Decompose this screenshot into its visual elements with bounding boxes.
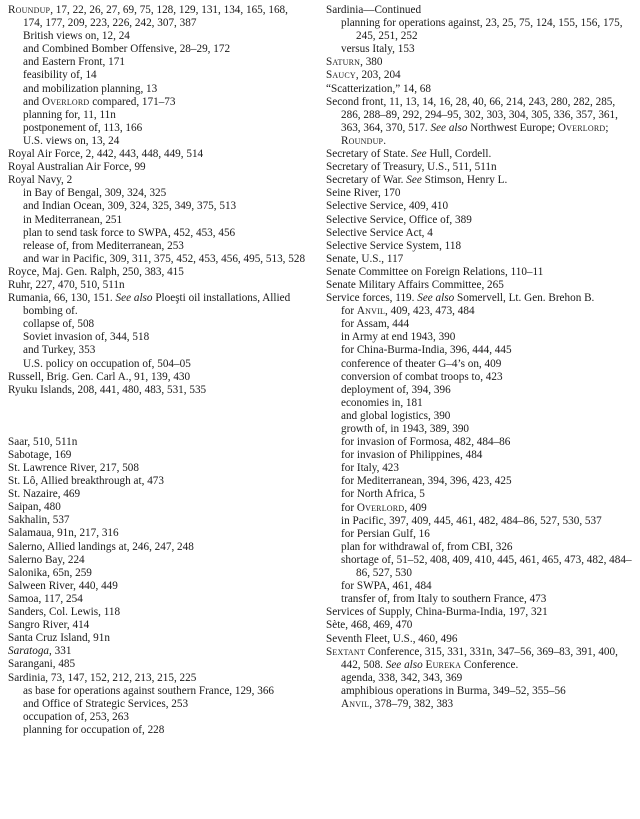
entry-text: Seine River, 170: [326, 187, 401, 200]
entry-text: St. Nazaire, 469: [8, 488, 81, 501]
entry-text: Somervell, Lt. Gen. Brehon B.: [454, 292, 595, 305]
entry-text: , 409: [404, 501, 427, 514]
entry-text: U.S. policy on occupation of, 504–05: [23, 357, 191, 370]
entry-text: conference of theater G–4’s on, 409: [341, 357, 502, 370]
index-subentry: [326, 371, 636, 384]
entry-text: planning for occupation of, 228: [23, 723, 165, 736]
entry-text: Salerno, Allied landings at, 246, 247, 248: [8, 540, 194, 553]
index-subentry: [8, 30, 310, 43]
index-entry: [326, 69, 636, 82]
index-subentry: [326, 384, 636, 397]
entry-text: Overlord: [41, 95, 90, 108]
index-subentry: [8, 83, 310, 96]
index-entry: [8, 384, 310, 397]
entry-text: , 331: [49, 645, 72, 658]
entry-text: as base for operations against southern France, 129, 366: [23, 684, 275, 697]
index-subentry: [326, 488, 636, 501]
index-entry: [8, 462, 310, 475]
index-entry: [8, 658, 310, 671]
entry-text: growth of, in 1943, 389, 390: [341, 423, 470, 435]
index-entry: [8, 148, 310, 161]
entry-text: Saipan, 480: [8, 501, 61, 514]
index-subentry: [8, 331, 310, 344]
index-subentry: [8, 43, 310, 56]
entry-text: Roundup: [341, 134, 384, 147]
index-subentry: [326, 305, 636, 318]
entry-text: Senate, U.S., 117: [326, 252, 404, 265]
entry-text: Sète, 468, 469, 470: [326, 619, 413, 632]
entry-text: shortage of, 51–52, 408, 409, 410, 445, 461, 465, 473, 482, 484–86, 527, 530: [341, 553, 632, 580]
section-gap: [8, 397, 310, 436]
entry-text: .: [383, 134, 386, 147]
entry-text: Secretary of War.: [326, 174, 407, 187]
entry-text: Selective Service Act, 4: [326, 226, 433, 239]
entry-text: versus Italy, 153: [341, 43, 415, 56]
entry-text: Sakhalin, 537: [8, 514, 70, 527]
entry-text: occupation of, 253, 263: [23, 710, 129, 723]
entry-text: Ruhr, 227, 470, 510, 511n: [8, 278, 125, 291]
index-entry: [8, 593, 310, 606]
index-entry: [326, 4, 636, 17]
index-subentry: [8, 96, 310, 109]
index-entry: [8, 174, 310, 187]
index-entry: [326, 187, 636, 200]
entry-text: Saratoga: [8, 645, 50, 658]
index-column-right: [326, 4, 636, 711]
index-subentry: [326, 358, 636, 371]
entry-text: Salween River, 440, 449: [8, 579, 118, 592]
entry-text: Eureka: [425, 658, 462, 671]
entry-text: Selective Service, 409, 410: [326, 200, 449, 213]
index-entry: [8, 632, 310, 645]
entry-text: Anvil: [341, 697, 370, 710]
entry-text: postponement of, 113, 166: [23, 121, 143, 134]
index-subentry: [8, 685, 310, 698]
index-entry: [8, 514, 310, 527]
entry-text: compared, 171–73: [89, 95, 176, 108]
index-subentry: [326, 331, 636, 344]
entry-text: Royce, Maj. Gen. Ralph, 250, 383, 415: [8, 265, 184, 278]
entry-text: Saar, 510, 511n: [8, 435, 78, 448]
entry-text: Ryuku Islands, 208, 441, 480, 483, 531, 535: [8, 383, 207, 396]
entry-text: See also: [417, 292, 455, 305]
index-entry: [326, 240, 636, 253]
index-subentry: [326, 423, 636, 436]
entry-text: transfer of, from Italy to southern France, 473: [341, 593, 547, 606]
index-subentry: [8, 200, 310, 213]
index-subentry: [8, 344, 310, 357]
entry-text: and war in Pacific, 309, 311, 375, 452, 453, 456, 495, 513, 528: [23, 252, 306, 265]
entry-text: See also: [385, 658, 423, 671]
entry-text: British views on, 12, 24: [23, 30, 130, 43]
entry-text: Saturn: [326, 56, 361, 69]
index-subentry: [8, 711, 310, 724]
index-subentry: [8, 56, 310, 69]
entry-text: Sabotage, 169: [8, 448, 72, 461]
index-column-left: [8, 4, 310, 737]
index-entry: [8, 606, 310, 619]
index-subentry: [326, 554, 636, 580]
entry-text: , 378–79, 382, 383: [369, 697, 454, 710]
index-entry: [8, 371, 310, 384]
index-subentry: [326, 475, 636, 488]
entry-text: and global logistics, 390: [341, 409, 451, 422]
entry-text: for Mediterranean, 394, 396, 423, 425: [341, 475, 512, 488]
index-entry: [8, 580, 310, 593]
entry-text: amphibious operations in Burma, 349–52, 355–56: [341, 684, 566, 697]
entry-text: for Persian Gulf, 16: [341, 527, 430, 540]
entry-text: for: [341, 305, 357, 318]
index-entry: [8, 554, 310, 567]
entry-text: Russell, Brig. Gen. Carl A., 91, 139, 430: [8, 370, 191, 383]
index-entry: [326, 96, 636, 148]
entry-text: , 203, 204: [355, 69, 401, 82]
index-subentry: [326, 397, 636, 410]
index-entry: [326, 279, 636, 292]
index-entry: [8, 488, 310, 501]
index-subentry: [8, 109, 310, 122]
index-entry: [8, 436, 310, 449]
entry-text: Services of Supply, China-Burma-India, 197, 321: [326, 606, 548, 619]
index-subentry: [8, 69, 310, 82]
entry-text: Seventh Fleet, U.S., 460, 496: [326, 632, 458, 645]
entry-text: and: [23, 95, 42, 108]
entry-text: St. Lô, Allied breakthrough at, 473: [8, 475, 164, 488]
index-entry: [326, 83, 636, 96]
index-subentry: [8, 187, 310, 200]
index-subentry: [8, 135, 310, 148]
index-subentry: [326, 318, 636, 331]
entry-text: for invasion of Philippines, 484: [341, 449, 483, 462]
index-entry: [326, 148, 636, 161]
entry-text: Sarangani, 485: [8, 658, 76, 671]
entry-text: Hull, Cordell.: [426, 148, 492, 161]
entry-text: , 17, 22, 26, 27, 69, 75, 128, 129, 131, 134, 165, 168, 174, 177, 209, 223, 226, 242, 307, 387: [23, 4, 288, 30]
index-subentry: [326, 410, 636, 423]
entry-text: Anvil: [356, 305, 386, 318]
index-entry: [8, 161, 310, 174]
index-entry: [326, 214, 636, 227]
index-subentry: [8, 318, 310, 331]
entry-text: economies in, 181: [341, 396, 423, 409]
index-subentry: [8, 698, 310, 711]
entry-text: and Eastern Front, 171: [23, 56, 125, 69]
index-entry: [8, 4, 310, 30]
entry-text: for North Africa, 5: [341, 488, 425, 501]
entry-text: Saucy: [326, 69, 356, 82]
index-entry: [326, 292, 636, 305]
entry-text: release of, from Mediterranean, 253: [23, 239, 184, 252]
entry-text: Salamaua, 91n, 217, 316: [8, 527, 119, 540]
entry-text: Royal Navy, 2: [8, 174, 73, 187]
entry-text: , 380: [360, 56, 383, 69]
entry-text: for Assam, 444: [341, 318, 410, 331]
entry-text: feasibility of, 14: [23, 69, 97, 82]
index-entry: [8, 619, 310, 632]
index-entry: [326, 619, 636, 632]
index-subentry: [326, 541, 636, 554]
entry-text: Samoa, 117, 254: [8, 592, 83, 605]
index-subentry: [326, 17, 636, 43]
entry-text: for China-Burma-India, 396, 444, 445: [341, 344, 512, 357]
entry-text: Sextant: [326, 645, 365, 658]
entry-text: Service forces, 119.: [326, 292, 418, 305]
entry-text: and Combined Bomber Offensive, 28–29, 172: [23, 43, 231, 56]
entry-text: Rumania, 66, 130, 151.: [8, 292, 116, 305]
index-subentry: [8, 227, 310, 240]
entry-text: plan for withdrawal of, from CBI, 326: [341, 540, 513, 553]
entry-text: in Bay of Bengal, 309, 324, 325: [23, 187, 167, 200]
index-subentry: [8, 240, 310, 253]
index-entry: [8, 527, 310, 540]
entry-text: , 409, 423, 473, 484: [385, 305, 475, 318]
index-subentry: [326, 462, 636, 475]
index-entry: [8, 279, 310, 292]
entry-text: for invasion of Formosa, 482, 484–86: [341, 436, 511, 449]
entry-text: Senate Committee on Foreign Relations, 110–11: [326, 265, 544, 278]
entry-text: Soviet invasion of, 344, 518: [23, 331, 150, 344]
entry-text: in Mediterranean, 251: [23, 213, 123, 226]
index-entry: [8, 449, 310, 462]
index-subentry: [326, 672, 636, 685]
entry-text: See also: [115, 292, 153, 305]
entry-text: U.S. views on, 13, 24: [23, 134, 120, 147]
entry-text: Ploeşti oil installations, Allied bombing of.: [23, 292, 291, 318]
entry-text: Sangro River, 414: [8, 619, 90, 632]
index-entry: [326, 266, 636, 279]
entry-text: collapse of, 508: [23, 318, 95, 331]
entry-text: for Italy, 423: [341, 462, 399, 475]
index-entry: [8, 645, 310, 658]
index-entry: [326, 646, 636, 672]
index-entry: [8, 475, 310, 488]
index-entry: [326, 174, 636, 187]
index-subentry: [326, 43, 636, 56]
entry-text: for SWPA, 461, 484: [341, 580, 432, 593]
entry-text: plan to send task force to SWPA, 452, 453, 456: [23, 226, 236, 239]
entry-text: agenda, 338, 342, 343, 369: [341, 671, 463, 684]
entry-text: deployment of, 394, 396: [341, 383, 451, 396]
index-entry: [8, 292, 310, 318]
entry-text: Stimson, Henry L.: [421, 174, 508, 187]
entry-text: Royal Australian Air Force, 99: [8, 161, 146, 174]
index-subentry: [8, 358, 310, 371]
index-subentry: [326, 515, 636, 528]
index-subentry: [8, 253, 310, 266]
entry-text: Selective Service, Office of, 389: [326, 213, 472, 226]
index-entry: [326, 253, 636, 266]
entry-text: Salerno Bay, 224: [8, 553, 85, 566]
entry-text: in Pacific, 397, 409, 445, 461, 482, 484–86, 527, 530, 537: [341, 514, 602, 527]
entry-text: Sardinia—Continued: [326, 4, 422, 16]
entry-text: planning for operations against, 23, 25, 75, 124, 155, 156, 175, 245, 251, 252: [341, 17, 623, 43]
entry-text: in Army at end 1943, 390: [341, 331, 456, 344]
entry-text: Salonika, 65n, 259: [8, 566, 92, 579]
index-subentry: [326, 449, 636, 462]
entry-text: “Scatterization,” 14, 68: [326, 82, 431, 95]
index-subentry: [326, 344, 636, 357]
index-entry: [326, 161, 636, 174]
index-entry: [326, 200, 636, 213]
entry-text: Roundup: [8, 4, 51, 16]
entry-text: St. Lawrence River, 217, 508: [8, 462, 139, 474]
entry-text: Selective Service System, 118: [326, 239, 462, 252]
index-subentry: [8, 724, 310, 737]
entry-text: and Office of Strategic Services, 253: [23, 697, 189, 710]
entry-text: See: [406, 174, 422, 187]
index-subentry: [326, 528, 636, 541]
index-entry: [8, 672, 310, 685]
entry-text: Second front, 11, 13, 14, 16, 28, 40, 66, 214, 243, 280, 282, 285, 286, 288–89, 292, 294–95, 302, 303, 304, 305, 336, 357, 361, 363, 364, 370, 517.: [326, 95, 618, 134]
entry-text: and Turkey, 353: [23, 344, 96, 357]
entry-text: See also: [430, 121, 468, 134]
index-entry: [8, 266, 310, 279]
entry-text: ;: [605, 121, 609, 134]
entry-text: and mobilization planning, 13: [23, 82, 158, 95]
index-entry: [8, 541, 310, 554]
index-entry: [326, 56, 636, 69]
entry-text: Conference.: [461, 658, 519, 671]
entry-text: Overlord: [356, 501, 405, 514]
index-entry: [326, 633, 636, 646]
index-subentry: [326, 580, 636, 593]
index-entry: [326, 227, 636, 240]
entry-text: Overlord: [557, 121, 606, 134]
index-subentry: [326, 685, 636, 698]
entry-text: Secretary of State.: [326, 148, 412, 161]
index-subentry: [8, 122, 310, 135]
index-subentry: [8, 214, 310, 227]
entry-text: for: [341, 501, 357, 514]
entry-text: Royal Air Force, 2, 442, 443, 448, 449, 514: [8, 148, 204, 161]
index-entry: [326, 606, 636, 619]
index-subentry: [326, 593, 636, 606]
entry-text: Conference, 315, 331, 331n, 347–56, 369–83, 391, 400, 442, 508.: [341, 645, 618, 671]
index-entry: [8, 567, 310, 580]
entry-text: Santa Cruz Island, 91n: [8, 632, 110, 645]
entry-text: Senate Military Affairs Committee, 265: [326, 278, 504, 291]
entry-text: and Indian Ocean, 309, 324, 325, 349, 375, 513: [23, 200, 237, 213]
index-subentry: [326, 502, 636, 515]
entry-text: Sardinia, 73, 147, 152, 212, 213, 215, 225: [8, 671, 197, 684]
entry-text: Sanders, Col. Lewis, 118: [8, 606, 121, 619]
entry-text: conversion of combat troops to, 423: [341, 370, 503, 383]
index-subentry: [326, 436, 636, 449]
index-subentry: [326, 698, 636, 711]
index-entry: [8, 501, 310, 514]
entry-text: See: [411, 148, 427, 161]
entry-text: planning for, 11, 11n: [23, 108, 116, 121]
entry-text: Northwest Europe;: [467, 121, 558, 134]
entry-text: Secretary of Treasury, U.S., 511, 511n: [326, 161, 497, 174]
